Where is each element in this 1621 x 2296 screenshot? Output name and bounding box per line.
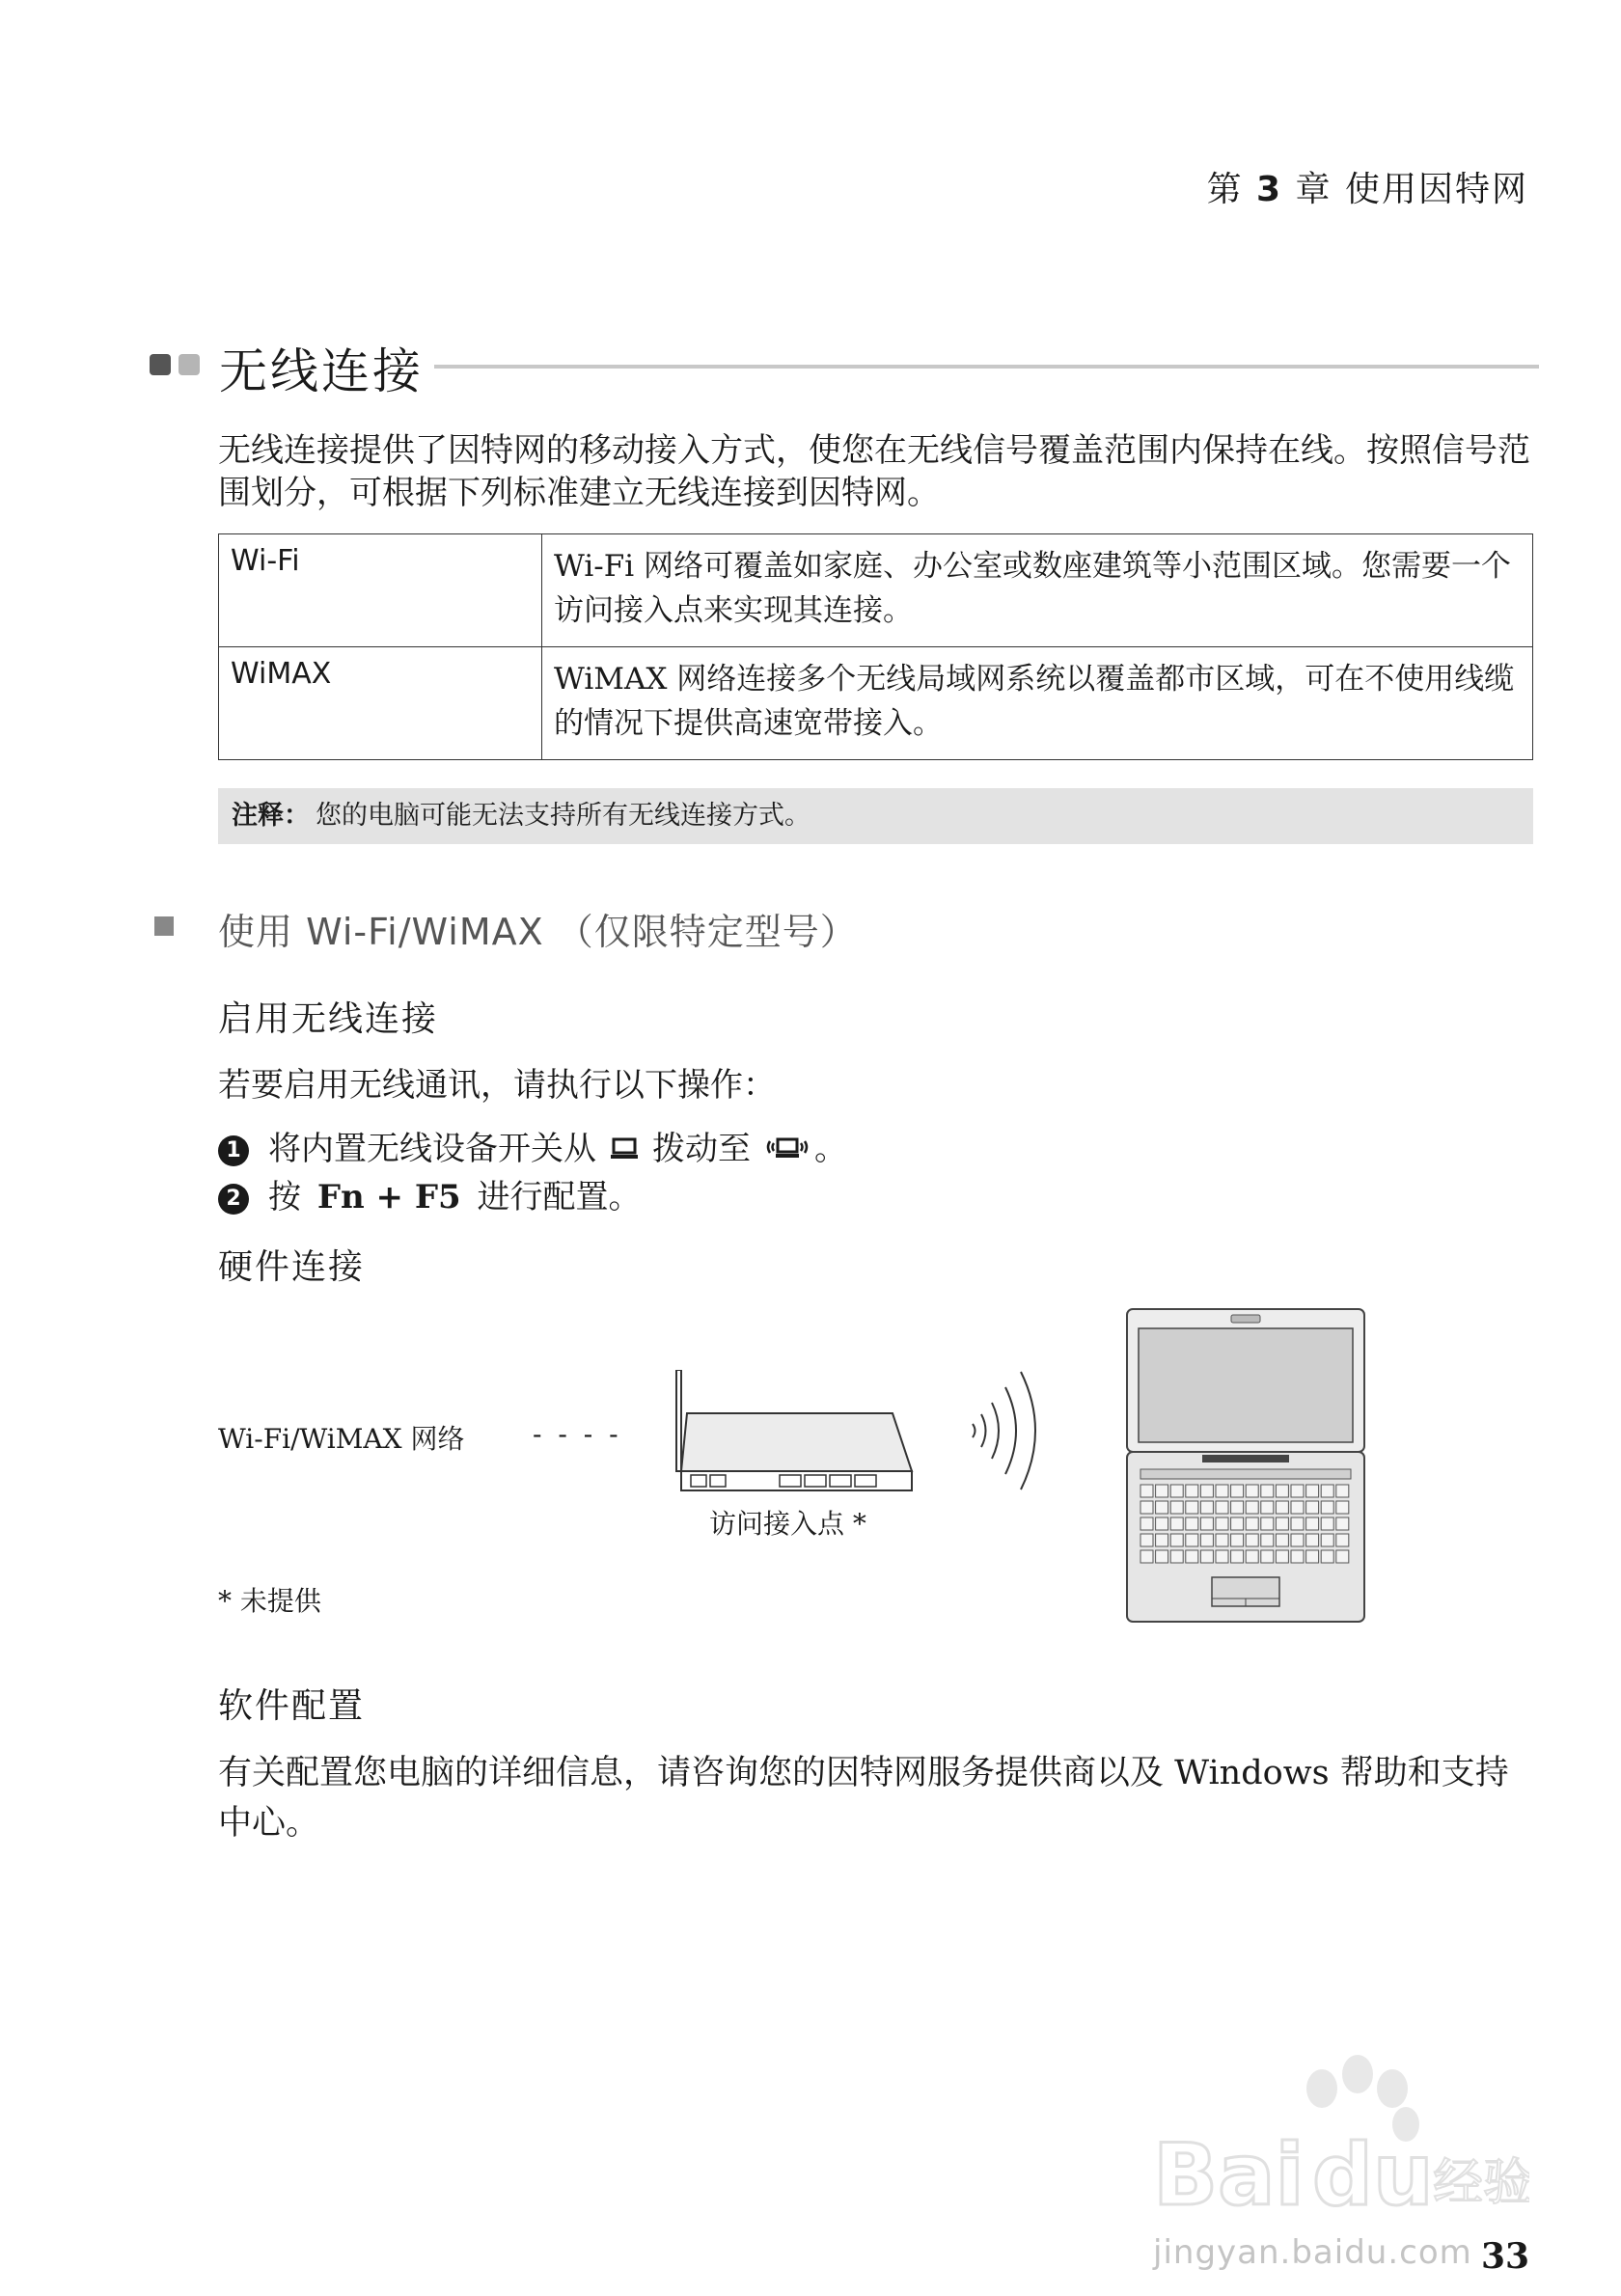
standard-description: WiMAX 网络连接多个无线局域网系统以覆盖都市区域，可在不使用线缆的情况下提供高速宽带接入。	[542, 647, 1533, 760]
laptop-key	[1246, 1534, 1258, 1546]
laptop-key	[1140, 1501, 1153, 1514]
laptop-key	[1276, 1517, 1288, 1530]
standard-name: WiMAX	[219, 647, 542, 760]
laptop-key	[1170, 1485, 1183, 1497]
hardware-heading: 硬件连接	[218, 1247, 366, 1287]
laptop-key	[1321, 1517, 1333, 1530]
laptop-key	[1321, 1485, 1333, 1497]
laptop-key	[1156, 1534, 1168, 1546]
step-2	[218, 1170, 641, 1217]
heading-square-light	[179, 354, 200, 375]
section-heading	[150, 333, 1539, 400]
note-box	[218, 788, 1533, 844]
laptop-key	[1261, 1501, 1274, 1514]
software-text: 有关配置您电脑的详细信息，请咨询您的因特网服务提供商以及 Windows 帮助和支持中心。	[218, 1754, 1509, 1843]
subsection-bullet-icon	[154, 916, 174, 936]
access-point-label: 访问接入点 *	[709, 1508, 866, 1540]
step-text: 按	[268, 1178, 301, 1216]
step-text: 。	[814, 1130, 847, 1168]
laptop-key	[1186, 1517, 1198, 1530]
laptop-key	[1336, 1550, 1349, 1563]
laptop-key	[1291, 1550, 1304, 1563]
network-label: Wi-Fi/WiMAX 网络	[218, 1423, 465, 1455]
laptop-key	[1261, 1550, 1274, 1563]
laptop-key	[1186, 1550, 1198, 1563]
laptop-key	[1231, 1485, 1244, 1497]
laptop-key	[1200, 1550, 1213, 1563]
laptop-key	[1140, 1485, 1153, 1497]
table-row	[219, 647, 1533, 760]
connection-dashes: - - - -	[533, 1418, 622, 1450]
standard-name: Wi-Fi	[219, 534, 542, 647]
wireless-off-icon	[610, 1132, 639, 1170]
laptop-key	[1140, 1534, 1153, 1546]
standards-table	[218, 533, 1533, 760]
laptop-key	[1170, 1517, 1183, 1530]
subsection-title: 使用 Wi-Fi/WiMAX （仅限特定型号）	[218, 911, 858, 953]
laptop-key	[1291, 1501, 1304, 1514]
baidu-watermark-logo	[1153, 2045, 1529, 2232]
laptop-key	[1306, 1550, 1319, 1563]
laptop-key	[1186, 1485, 1198, 1497]
laptop-key	[1306, 1501, 1319, 1514]
laptop-key	[1306, 1534, 1319, 1546]
laptop-key	[1246, 1550, 1258, 1563]
step-number-badge: 1	[218, 1135, 249, 1166]
heading-square-dark	[150, 354, 171, 375]
note-label: 注释：	[232, 801, 310, 831]
laptop-key	[1140, 1550, 1153, 1563]
software-heading: 软件配置	[218, 1686, 366, 1726]
laptop-key	[1156, 1517, 1168, 1530]
table-row	[219, 534, 1533, 647]
step-text: 将内置无线设备开关从	[268, 1130, 596, 1168]
laptop-key	[1246, 1485, 1258, 1497]
section-intro: 无线连接提供了因特网的移动接入方式，使您在无线信号覆盖范围内保持在线。按照信号范围划分，可根据下列标准建立无线连接到因特网。	[218, 431, 1530, 512]
laptop-key	[1261, 1517, 1274, 1530]
laptop-key	[1336, 1517, 1349, 1530]
laptop-key	[1156, 1501, 1168, 1514]
laptop-key	[1216, 1501, 1228, 1514]
laptop-key	[1291, 1534, 1304, 1546]
chapter-title: 章 使用因特网	[1295, 170, 1528, 209]
step-text: 进行配置。	[477, 1178, 642, 1216]
enable-intro: 若要启用无线通讯，请执行以下操作：	[218, 1066, 776, 1105]
laptop-key	[1321, 1501, 1333, 1514]
laptop-key	[1231, 1534, 1244, 1546]
laptop-key	[1291, 1485, 1304, 1497]
key-combo: Fn + F5	[316, 1178, 461, 1216]
laptop-key	[1186, 1534, 1198, 1546]
wireless-on-icon	[764, 1132, 810, 1170]
laptop-key	[1200, 1517, 1213, 1530]
laptop-key	[1261, 1534, 1274, 1546]
laptop-key	[1276, 1485, 1288, 1497]
step-1	[218, 1122, 847, 1170]
laptop-key	[1336, 1501, 1349, 1514]
laptop-key	[1246, 1501, 1258, 1514]
chapter-prefix: 第	[1206, 170, 1244, 209]
laptop-key	[1200, 1485, 1213, 1497]
laptop-key	[1216, 1485, 1228, 1497]
footnote: * 未提供	[218, 1585, 321, 1617]
laptop-key	[1246, 1517, 1258, 1530]
laptop-key	[1336, 1534, 1349, 1546]
note-text: 您的电脑可能无法支持所有无线连接方式。	[316, 801, 810, 831]
wireless-waves-icon	[965, 1368, 1061, 1497]
laptop-key	[1306, 1485, 1319, 1497]
laptop-key	[1170, 1501, 1183, 1514]
step-text: 拨动至	[652, 1130, 751, 1168]
section-title: 无线连接	[219, 343, 424, 399]
section-rule	[434, 365, 1539, 369]
laptop-key	[1216, 1534, 1228, 1546]
svg-text:du: du	[1312, 2125, 1434, 2225]
laptop-key	[1140, 1517, 1153, 1530]
laptop-key	[1156, 1550, 1168, 1563]
laptop-key	[1231, 1517, 1244, 1530]
standard-description: Wi-Fi 网络可覆盖如家庭、办公室或数座建筑等小范围区域。您需要一个访问接入点来实现其连接。	[542, 534, 1533, 647]
laptop-key	[1200, 1501, 1213, 1514]
page-number: 33	[1481, 2236, 1530, 2277]
enable-heading: 启用无线连接	[218, 999, 439, 1039]
laptop-key	[1170, 1534, 1183, 1546]
laptop-key	[1216, 1517, 1228, 1530]
laptop-key	[1156, 1485, 1168, 1497]
svg-text:经验: 经验	[1433, 2154, 1529, 2212]
watermark-url: jingyan.baidu.com	[1153, 2233, 1472, 2272]
laptop-key	[1216, 1550, 1228, 1563]
laptop-key	[1200, 1534, 1213, 1546]
laptop-key	[1276, 1501, 1288, 1514]
laptop-key	[1321, 1550, 1333, 1563]
svg-text:Bai: Bai	[1153, 2125, 1305, 2225]
laptop-key	[1291, 1517, 1304, 1530]
laptop-illustration	[1125, 1307, 1366, 1629]
laptop-key	[1276, 1550, 1288, 1563]
laptop-key	[1231, 1501, 1244, 1514]
laptop-key	[1276, 1534, 1288, 1546]
router-illustration	[675, 1370, 917, 1499]
laptop-key	[1321, 1534, 1333, 1546]
laptop-key	[1336, 1485, 1349, 1497]
chapter-header	[1207, 162, 1528, 211]
chapter-number: 3	[1256, 170, 1283, 209]
laptop-key	[1170, 1550, 1183, 1563]
laptop-key	[1231, 1550, 1244, 1563]
laptop-key	[1306, 1517, 1319, 1530]
step-number-badge: 2	[218, 1184, 249, 1215]
laptop-key	[1186, 1501, 1198, 1514]
laptop-key	[1261, 1485, 1274, 1497]
